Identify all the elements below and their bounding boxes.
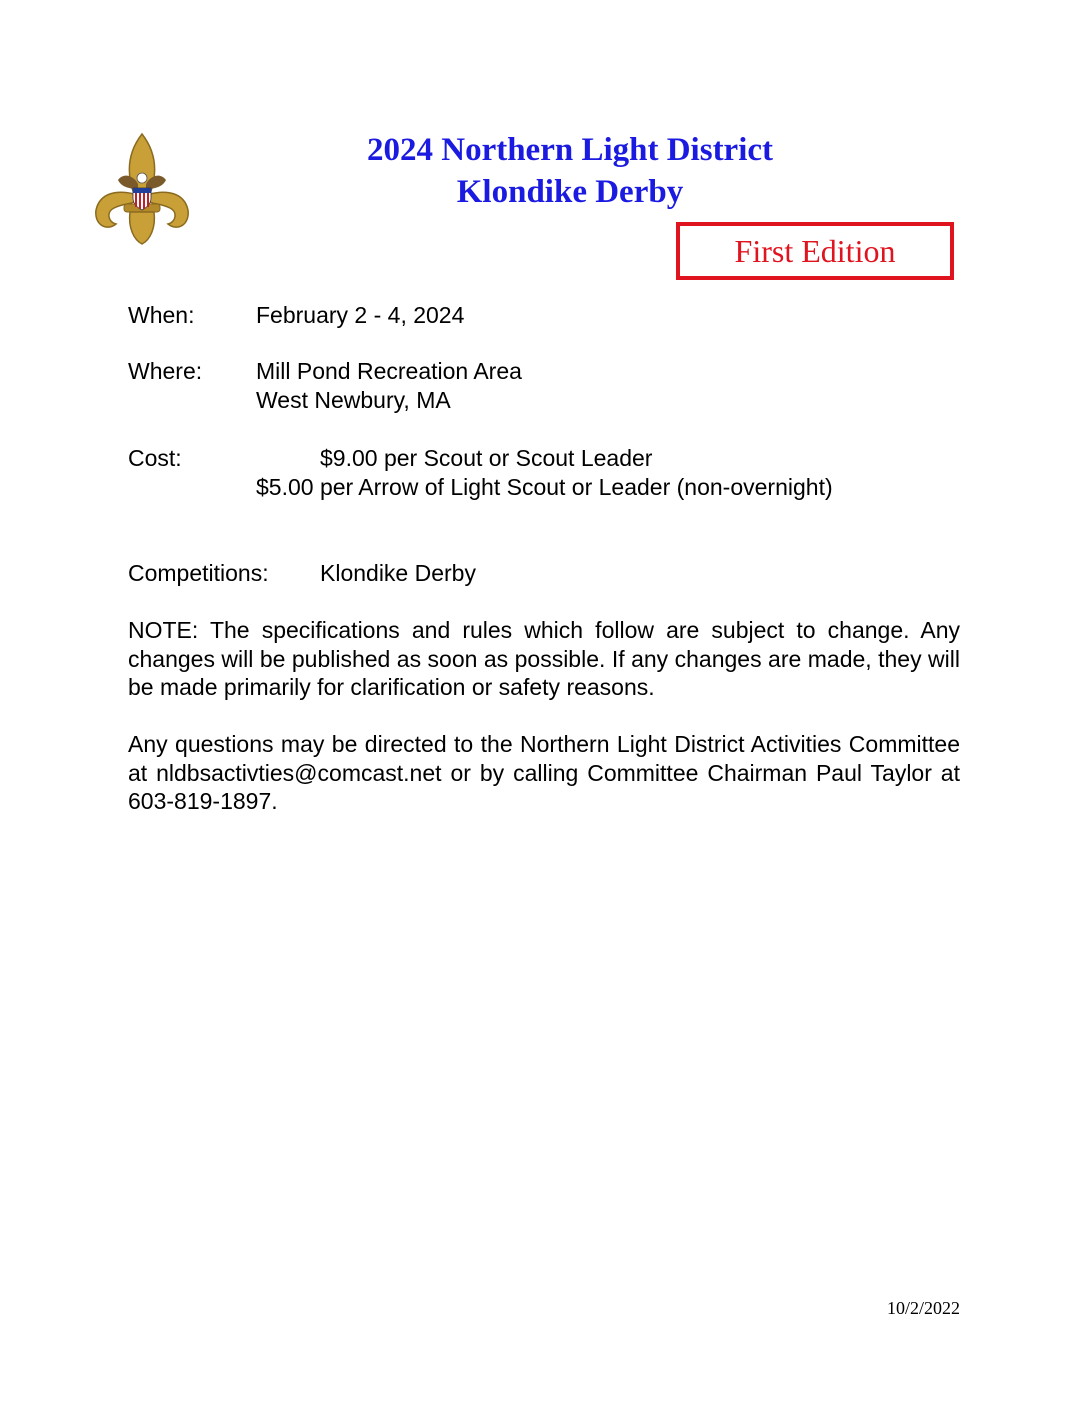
- where-line2: West Newbury, MA: [256, 387, 451, 413]
- when-label: When:: [128, 302, 195, 328]
- where-line1: Mill Pond Recreation Area: [256, 358, 522, 384]
- cost-line2: $5.00 per Arrow of Light Scout or Leader (non-overnight): [256, 474, 833, 500]
- cost-line1: $9.00 per Scout or Scout Leader: [320, 445, 653, 471]
- competitions-label: Competitions:: [128, 560, 269, 586]
- competitions-value: Klondike Derby: [320, 560, 476, 586]
- edition-badge: First Edition: [676, 222, 954, 280]
- cost-label: Cost:: [128, 445, 182, 471]
- page-title-line1: 2024 Northern Light District: [366, 132, 774, 168]
- page-title-line2: Klondike Derby: [456, 174, 684, 210]
- where-label: Where:: [128, 358, 203, 384]
- when-value: February 2 - 4, 2024: [256, 302, 465, 328]
- questions-paragraph: Any questions may be directed to the Northern Light District Activities Committee at nldbsactivties@comcast.net or by calling Committee Chairman Paul Taylor at 603-819-1897.: [128, 731, 960, 814]
- fleur-de-lis-eagle-icon: [88, 132, 196, 248]
- footer-date: 10/2/2022: [886, 1298, 960, 1318]
- note-paragraph: NOTE: The specifications and rules which follow are subject to change. Any changes will be published as soon as possible. If any changes are made, they will be made primarily for clarification or safety reasons.: [128, 617, 960, 700]
